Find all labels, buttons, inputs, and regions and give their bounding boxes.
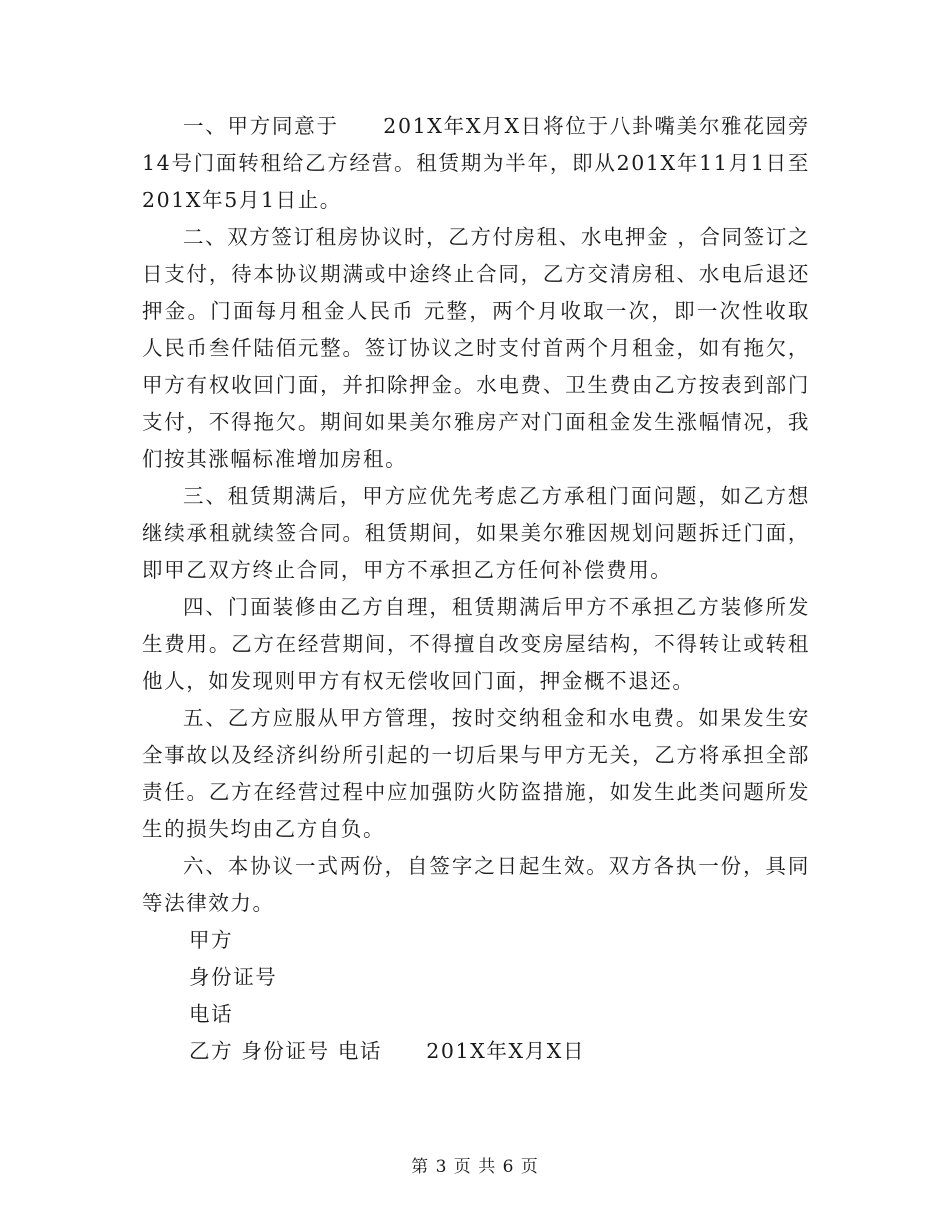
clause-1: 一、甲方同意于 201X年X月X日将位于八卦嘴美尔雅花园旁14号门面转租给乙方经营。租赁期为半年，即从201X年11月1日至201X年5月1日止。 bbox=[142, 114, 810, 212]
party-b-line: 乙方 身份证号 电话 201X年X月X日 bbox=[189, 1039, 586, 1063]
clause-2: 二、双方签订租房协议时，乙方付房租、水电押金 ，合同签订之日支付，待本协议期满或中途终止合同，乙方交清房租、水电后退还押金。门面每月租金人民币 元整，两个月收取一次，即一次性收取人民币叁仟陆佰元整。签订协议之时支付首两个月租金，如有拖欠，甲方有权收回门面，并扣除押金。水电费、卫生费由乙方按表到部门支付，不得拖欠。期间如果美尔雅房产对门面租金发生涨幅情况，我们按其涨幅标准增加房租。 bbox=[142, 225, 810, 471]
clause-3: 三、租赁期满后，甲方应优先考虑乙方承租门面问题，如乙方想继续承租就续签合同。租赁期间，如果美尔雅因规划问题拆迁门面，即甲乙双方终止合同，甲方不承担乙方任何补偿费用。 bbox=[142, 484, 810, 582]
phone-label: 电话 bbox=[189, 1002, 234, 1026]
party-a-label: 甲方 bbox=[189, 928, 234, 952]
signature-block bbox=[142, 922, 810, 1070]
clause-5: 五、乙方应服从甲方管理，按时交纳租金和水电费。如果发生安全事故以及经济纠纷所引起的一切后果与甲方无关，乙方将承担全部责任。乙方在经营过程中应加强防火防盗措施，如发生此类问题所发生的损失均由乙方自负。 bbox=[142, 706, 810, 841]
id-number-label: 身份证号 bbox=[189, 965, 278, 989]
clause-4: 四、门面装修由乙方自理，租赁期满后甲方不承担乙方装修所发生费用。乙方在经营期间，不得擅自改变房屋结构，不得转让或转租他人，如发现则甲方有权无偿收回门面，押金概不退还。 bbox=[142, 595, 810, 693]
page-number: 第 3 页 共 6 页 bbox=[411, 1157, 539, 1177]
clause-6: 六、本协议一式两份，自签字之日起生效。双方各执一份，具同等法律效力。 bbox=[142, 854, 810, 915]
document-body bbox=[142, 108, 810, 1070]
